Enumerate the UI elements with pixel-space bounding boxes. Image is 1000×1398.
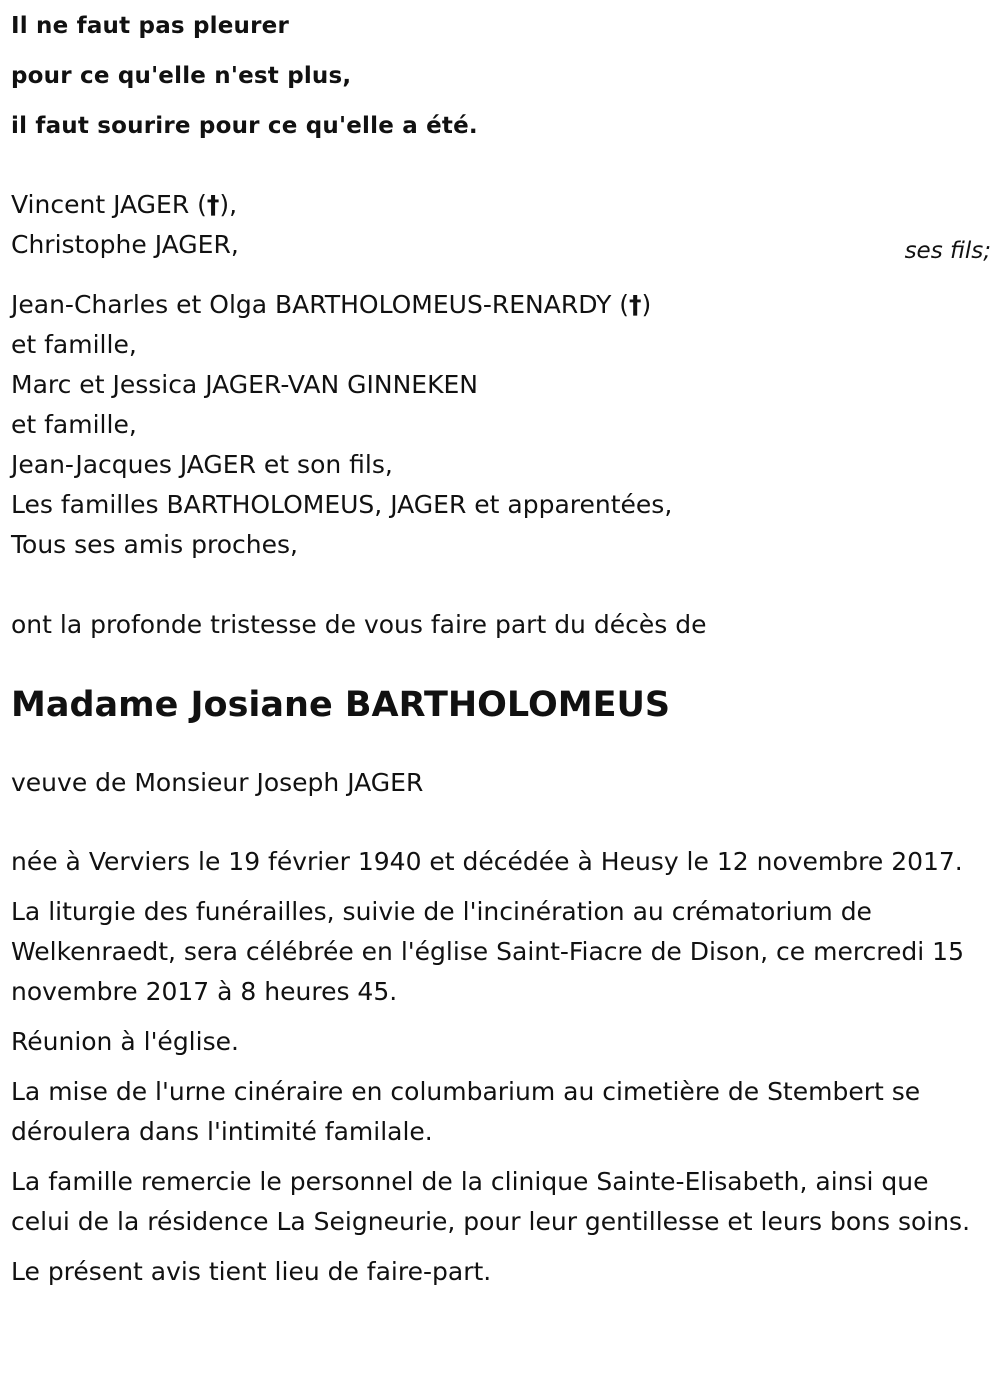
family-line-4: et famille, (11, 410, 137, 439)
deceased-name: Madame Josiane BARTHOLOMEUS (11, 685, 671, 725)
notice-paragraph: Le présent avis tient lieu de faire-part. (11, 1257, 492, 1286)
sons-label: ses fils; (904, 238, 991, 264)
cross-icon: † (629, 290, 642, 319)
widow-of: veuve de Monsieur Joseph JAGER (11, 768, 424, 797)
quote-block (11, 1, 991, 151)
family-line-2: et famille, (11, 330, 137, 359)
family-line-6: Les familles BARTHOLOMEUS, JAGER et apparentées, (11, 490, 673, 519)
family-line-5: Jean-Jacques JAGER et son fils, (11, 450, 393, 479)
son-vincent-name: Vincent JAGER ( (11, 190, 207, 219)
son-vincent-suffix: ), (219, 190, 238, 219)
son-vincent (11, 185, 991, 225)
liturgy-paragraph: La liturgie des funérailles, suivie de l'incinération au crématorium de Welkenraedt, sera célébrée en l'église Saint-Fiacre de Dison, ce mercredi 15 novembre 2017 à 8 heures 45. (11, 897, 964, 1006)
sons-block (11, 185, 991, 265)
family-line-3: Marc et Jessica JAGER-VAN GINNEKEN (11, 370, 478, 399)
cross-icon: † (206, 190, 220, 219)
thanks-paragraph: La famille remercie le personnel de la clinique Sainte-Elisabeth, ainsi que celui de la résidence La Seigneurie, pour leur gentillesse et leurs bons soins. (11, 1167, 971, 1236)
family-line-1 (11, 285, 991, 325)
family-block (11, 285, 991, 565)
obituary-page (11, 0, 991, 1292)
urn-paragraph: La mise de l'urne cinéraire en columbarium au cimetière de Stembert se déroulera dans l'intimité familale. (11, 1077, 921, 1146)
family-line-1-suffix: ) (641, 290, 652, 319)
quote-line-3: il faut sourire pour ce qu'elle a été. (11, 113, 478, 139)
quote-line-1: Il ne faut pas pleurer (11, 13, 290, 39)
family-line-1-name: Jean-Charles et Olga BARTHOLOMEUS-RENARDY ( (11, 290, 630, 319)
family-line-7: Tous ses amis proches, (11, 530, 298, 559)
meeting-paragraph: Réunion à l'église. (11, 1027, 239, 1056)
birth-death-paragraph: née à Verviers le 19 février 1940 et décédée à Heusy le 12 novembre 2017. (11, 847, 963, 876)
announcement: ont la profonde tristesse de vous faire part du décès de (11, 610, 707, 639)
quote-line-2: pour ce qu'elle n'est plus, (11, 63, 352, 89)
son-christophe: Christophe JAGER, (11, 230, 239, 259)
